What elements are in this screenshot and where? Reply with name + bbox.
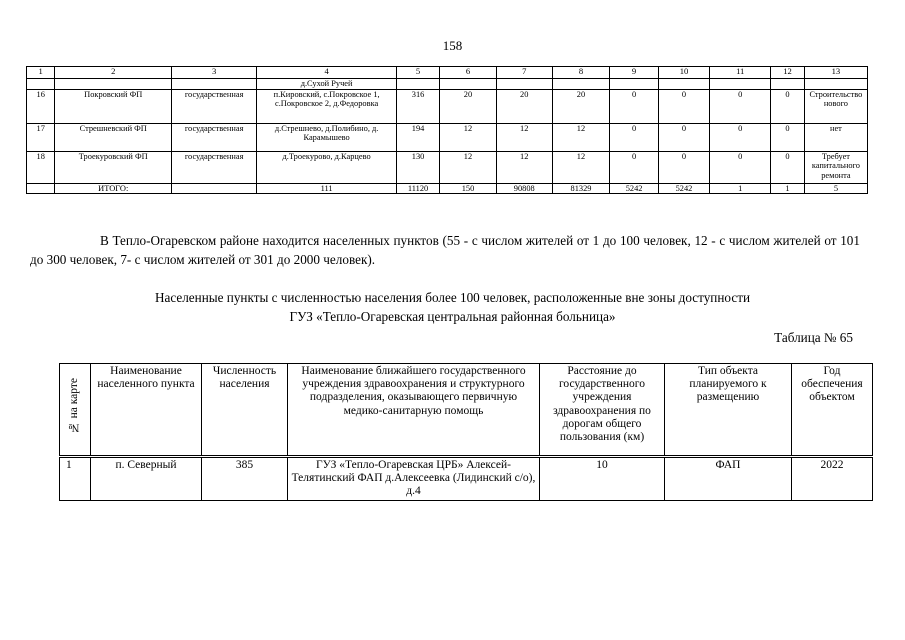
table-row <box>27 123 868 151</box>
header-cell: 1 <box>27 67 55 79</box>
table-cell: Покровский ФП <box>55 89 172 123</box>
total-row <box>27 183 868 194</box>
table-cell: 0 <box>658 151 710 183</box>
facilities-table <box>26 66 868 194</box>
table-cell: 150 <box>440 183 497 194</box>
table-cell: 1 <box>710 183 771 194</box>
table-cell: д.Троекурово, д.Карцево <box>257 151 397 183</box>
table-cell: 385 <box>202 457 288 501</box>
settlements-table <box>59 363 873 501</box>
table-cell: 12 <box>552 123 610 151</box>
table-cell: 0 <box>658 123 710 151</box>
table-cell: п.Кировский, с.Покровское 1, с.Покровское 2, д.Федоровка <box>257 89 397 123</box>
header-cell: Расстояние до государственного учреждения здравоохранения по дорогам общего пользования (км) <box>540 364 665 457</box>
table-cell: 0 <box>710 123 771 151</box>
table-cell: 5 <box>804 183 867 194</box>
header-cell <box>60 364 91 457</box>
table-cell: 16 <box>27 89 55 123</box>
table-cell: 12 <box>552 151 610 183</box>
table-cell: 5242 <box>610 183 658 194</box>
table-cell: ГУЗ «Тепло-Огаревская ЦРБ» Алексей-Телятинский ФАП д.Алексеевка (Лидинский с/о), д.4 <box>288 457 540 501</box>
header-cell: 8 <box>552 67 610 79</box>
table-cell: 0 <box>710 151 771 183</box>
header-cell: 11 <box>710 67 771 79</box>
header-cell: 6 <box>440 67 497 79</box>
table-cell: 90808 <box>496 183 552 194</box>
table-cell: 130 <box>397 151 440 183</box>
table-cell: 0 <box>610 123 658 151</box>
header-cell: 9 <box>610 67 658 79</box>
table-cell: 0 <box>771 151 805 183</box>
table-cell: 0 <box>771 89 805 123</box>
table-cell: 11120 <box>397 183 440 194</box>
table-number: Таблица № 65 <box>774 330 853 345</box>
table-row <box>27 151 868 183</box>
table-cell: д.Стрешнево, д.Полибино, д. Карамышево <box>257 123 397 151</box>
table-cell: 81329 <box>552 183 610 194</box>
table-cell: 0 <box>658 89 710 123</box>
table-cell: 2022 <box>792 457 873 501</box>
header-cell: Численность населения <box>202 364 288 457</box>
caption-line-1: Населенные пункты с численностью населения более 100 человек, расположенные вне зоны доступности <box>154 290 751 305</box>
header-cell: 12 <box>771 67 805 79</box>
page-number: 158 <box>442 38 463 53</box>
table-row <box>27 89 868 123</box>
table-cell: 20 <box>552 89 610 123</box>
header-cell: Наименование ближайшего государственного учреждения здравоохранения и структурного подразделения, оказывающего первичную медико-санитарную помощь <box>288 364 540 457</box>
header-cell: 10 <box>658 67 710 79</box>
table-cell: 5242 <box>658 183 710 194</box>
table-cell: п. Северный <box>91 457 202 501</box>
table-cell: государственная <box>172 89 257 123</box>
table-cell: 12 <box>496 151 552 183</box>
table-cell: 0 <box>610 151 658 183</box>
caption-line-2: ГУЗ «Тепло-Огаревская центральная районная больница» <box>289 309 616 324</box>
table-cell: д.Сухой Ручей <box>257 79 397 90</box>
table-header-row <box>60 364 873 457</box>
header-cell: Год обеспечения объектом <box>792 364 873 457</box>
table-cell: нет <box>804 123 867 151</box>
table-cell: 20 <box>440 89 497 123</box>
table-cell: Троекуровский ФП <box>55 151 172 183</box>
table-cell: 0 <box>610 89 658 123</box>
table-cell: Строительство нового <box>804 89 867 123</box>
header-cell: Тип объекта планируемого к размещению <box>665 364 792 457</box>
table-row <box>60 457 873 501</box>
total-label: ИТОГО: <box>55 183 172 194</box>
table-cell: 12 <box>440 151 497 183</box>
table-cell: 10 <box>540 457 665 501</box>
table-cell: 316 <box>397 89 440 123</box>
table-cell: 12 <box>496 123 552 151</box>
table-cell: 194 <box>397 123 440 151</box>
table-cell: 12 <box>440 123 497 151</box>
continuation-row <box>27 79 868 90</box>
body-paragraph: В Тепло-Огаревском районе находится населенных пунктов (55 - с числом жителей от 1 до 100 человек, 12 - с числом жителей от 101 до 300 человек, 7- с числом жителей от 301 до 2000 человек). <box>30 233 860 267</box>
header-num: № на карте <box>68 378 81 434</box>
header-cell: 4 <box>257 67 397 79</box>
table-header-row <box>27 67 868 79</box>
header-cell: 3 <box>172 67 257 79</box>
table-cell: Стрешневский ФП <box>55 123 172 151</box>
header-cell: 7 <box>496 67 552 79</box>
table-cell: 0 <box>710 89 771 123</box>
table-cell: 18 <box>27 151 55 183</box>
table-cell: 20 <box>496 89 552 123</box>
table-cell: Требует капитального ремонта <box>804 151 867 183</box>
table-cell: 1 <box>771 183 805 194</box>
header-cell: 13 <box>804 67 867 79</box>
header-cell: 2 <box>55 67 172 79</box>
table-cell: 0 <box>771 123 805 151</box>
table-cell: 17 <box>27 123 55 151</box>
table-cell: государственная <box>172 123 257 151</box>
header-cell: Наименование населенного пункта <box>91 364 202 457</box>
table-cell: 1 <box>60 457 91 501</box>
table-cell: 111 <box>257 183 397 194</box>
table-cell: государственная <box>172 151 257 183</box>
table-cell: ФАП <box>665 457 792 501</box>
header-cell: 5 <box>397 67 440 79</box>
